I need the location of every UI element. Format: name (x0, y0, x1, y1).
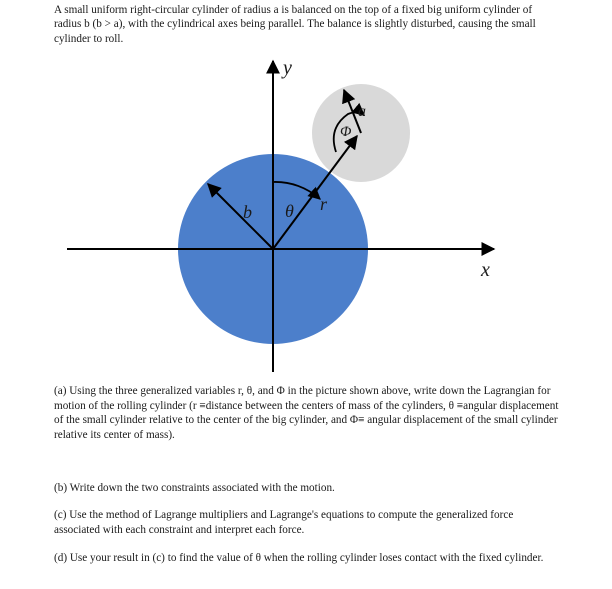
theta-label: θ (285, 201, 294, 221)
b-label: b (243, 202, 252, 222)
problem-intro: A small uniform right-circular cylinder of radius a is balanced on the top of a fixed big uniform cylinder of radius b (b > a), with the cylindrical axes being parallel. The balance is slightly disturbed, causing the small cylinder to roll. (54, 4, 536, 45)
question-d: (d) Use your result in (c) to find the value of θ when the rolling cylinder loses contact with the fixed cylinder. (54, 552, 544, 564)
question-c: (c) Use the method of Lagrange multipliers and Lagrange's equations to compute the generalized force associated with each constraint and interpret each force. (54, 509, 514, 536)
y-axis-label: y (283, 57, 292, 79)
a-label: a (358, 103, 366, 120)
question-a: (a) Using the three generalized variables r, θ, and Φ in the picture shown above, write down the Lagrangian for motion of the rolling cylinder (r ≡distance between the centers of mass of the cylinders, θ ≡angular displacement of the small cylinder relative to the center of the big cylinder, and Φ≡ angular displacement of the small cylinder relative its center of mass). (54, 385, 559, 441)
r-label: r (320, 194, 328, 214)
x-axis-label: x (481, 259, 490, 281)
question-b: (b) Write down the two constraints associated with the motion. (54, 482, 335, 494)
phi-label: Φ (340, 124, 352, 140)
